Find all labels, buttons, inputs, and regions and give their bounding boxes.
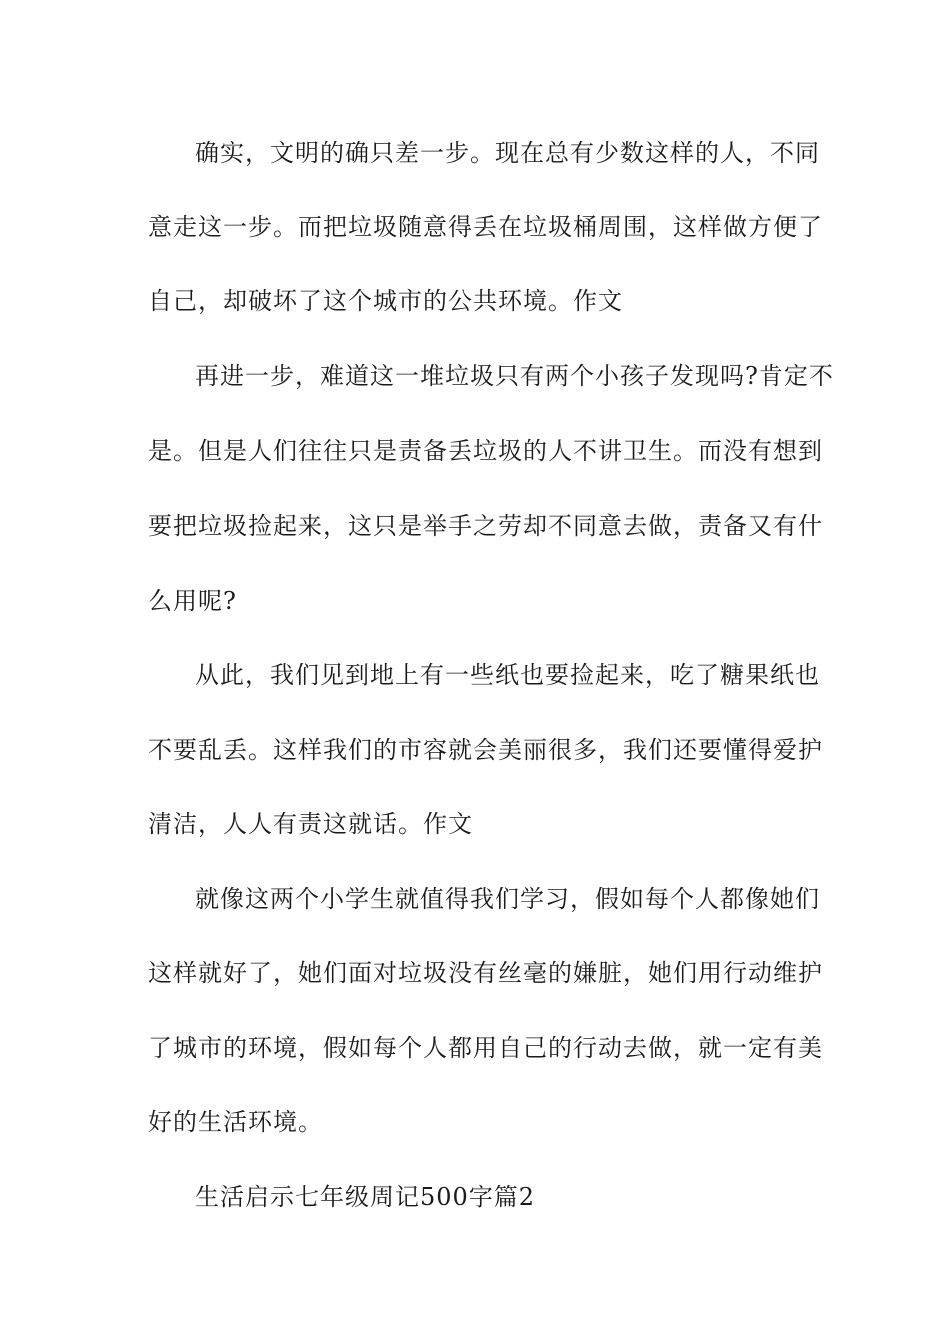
paragraph-4-line-2: 这样就好了，她们面对垃圾没有丝毫的嫌脏，她们用行动维护 <box>148 959 823 987</box>
paragraph-1-line-1: 确实，文明的确只差一步。现在总有少数这样的人，不同 <box>195 139 820 167</box>
paragraph-1-line-3: 自己，却破坏了这个城市的公共环境。作文 <box>148 287 623 315</box>
paragraph-2-line-1: 再进一步，难道这一堆垃圾只有两个小孩子发现吗?肯定不 <box>195 362 834 390</box>
paragraph-4-line-3: 了城市的环境，假如每个人都用自己的行动去做，就一定有美 <box>148 1034 823 1062</box>
paragraph-3-line-2: 不要乱丢。这样我们的市容就会美丽很多，我们还要懂得爱护 <box>148 736 823 764</box>
paragraph-4-line-4: 好的生活环境。 <box>148 1108 323 1136</box>
paragraph-1-line-2: 意走这一步。而把垃圾随意得丢在垃圾桶周围，这样做方便了 <box>148 213 823 241</box>
section-heading: 生活启示七年级周记500字篇2 <box>195 1183 536 1211</box>
paragraph-2-line-2: 是。但是人们往往只是责备丢垃圾的人不讲卫生。而没有想到 <box>148 437 823 465</box>
paragraph-2-line-4: 么用呢? <box>148 587 237 615</box>
paragraph-4-line-1: 就像这两个小学生就值得我们学习，假如每个人都像她们 <box>195 885 820 913</box>
paragraph-2-line-3: 要把垃圾捡起来，这只是举手之劳却不同意去做，责备又有什 <box>148 512 823 540</box>
paragraph-3-line-3: 清洁，人人有责这就话。作文 <box>148 810 473 838</box>
paragraph-3-line-1: 从此，我们见到地上有一些纸也要捡起来，吃了糖果纸也 <box>195 661 820 689</box>
